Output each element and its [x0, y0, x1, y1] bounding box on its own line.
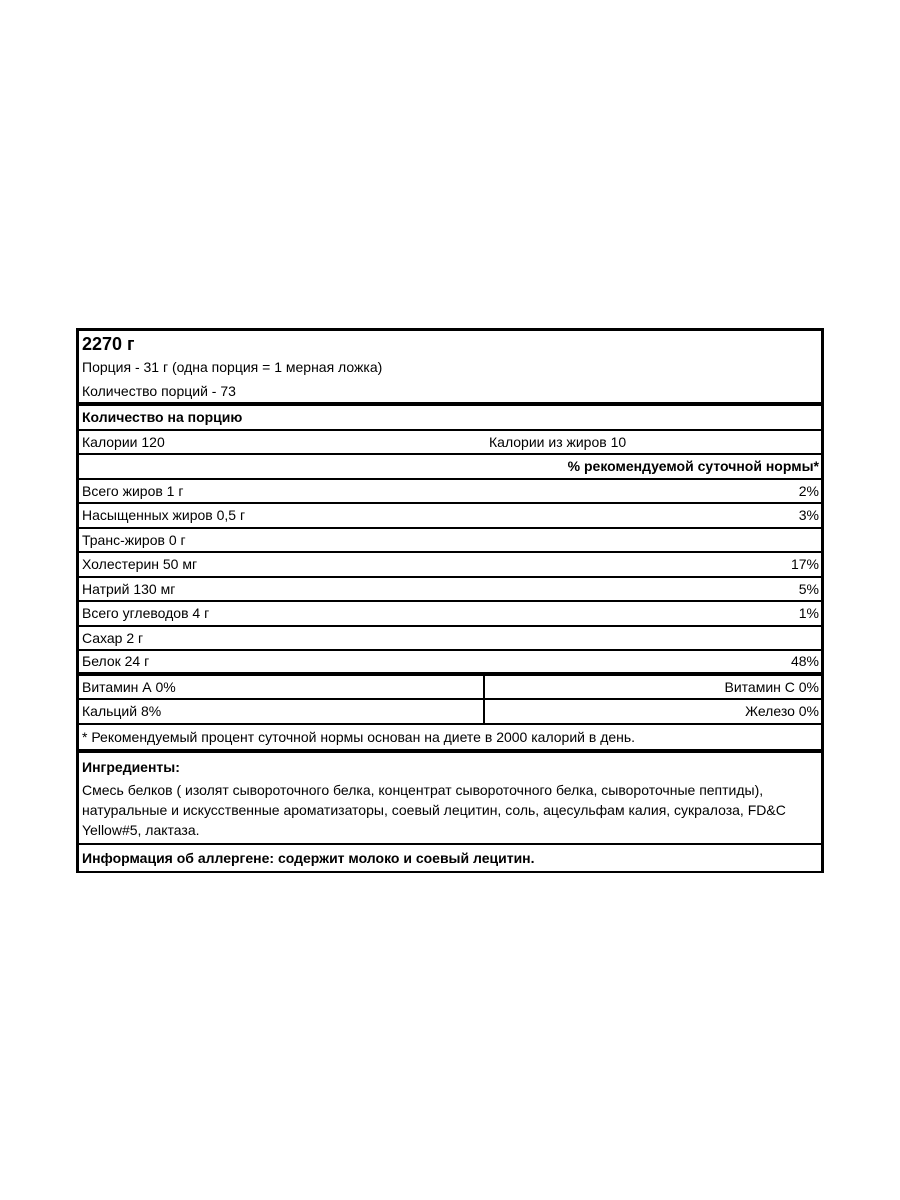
footnote-row: [79, 725, 821, 753]
nutrient-row: [79, 553, 821, 578]
ingredients-title: Ингредиенты:: [82, 758, 180, 775]
nutrient-daily-value: 2%: [798, 482, 819, 499]
vitamin-left: Витамин А 0%: [79, 676, 485, 699]
nutrient-name: Всего жиров 1 г: [82, 482, 184, 499]
amount-per-serving-label: Количество на порцию: [82, 409, 243, 426]
vitamin-right: Железо 0%: [745, 703, 819, 720]
nutrient-daily-value: 17%: [790, 556, 819, 573]
nutrient-daily-value: 5%: [798, 580, 819, 597]
amount-per-serving-row: [79, 406, 821, 431]
serving-size: Порция - 31 г (одна порция = 1 мерная ложка): [82, 359, 383, 375]
calories-value: Калории 120: [82, 433, 165, 450]
nutrient-row: [79, 480, 821, 505]
ingredients-section: [79, 753, 821, 845]
calories-row: [79, 431, 821, 456]
ingredients-text: Смесь белков ( изолят сывороточного белка, концентрат сывороточного белка, сывороточные пептиды), натуральные и искусственные ароматизаторы, соевый лецитин, соль, ацесульфам калия, сукралоза, FD&C Yellow#5, лактаза.: [82, 781, 786, 838]
nutrient-row: [79, 529, 821, 554]
nutrient-row: [79, 627, 821, 652]
label-header: [79, 331, 821, 406]
nutrient-name: Белок 24 г: [82, 653, 150, 670]
nutrient-daily-value: 3%: [798, 507, 819, 524]
nutrient-name: Насыщенных жиров 0,5 г: [82, 507, 246, 524]
nutrient-name: Сахар 2 г: [82, 629, 144, 646]
footnote: * Рекомендуемый процент суточной нормы основан на диете в 2000 калорий в день.: [82, 728, 636, 745]
daily-value-header: % рекомендуемой суточной нормы*: [567, 458, 819, 475]
nutrient-row: [79, 602, 821, 627]
nutrient-row: [79, 651, 821, 676]
calories-from-fat: Калории из жиров 10: [489, 433, 627, 450]
servings-count: Количество порций - 73: [82, 383, 236, 399]
nutrition-facts-table: [76, 328, 824, 873]
nutrient-daily-value: 1%: [798, 605, 819, 622]
package-weight: 2270 г: [82, 334, 135, 354]
allergen-row: [79, 845, 821, 871]
nutrient-row: [79, 504, 821, 529]
nutrient-daily-value: 48%: [790, 653, 819, 670]
daily-value-header-row: [79, 455, 821, 480]
nutrient-row: [79, 578, 821, 603]
nutrient-name: Транс-жиров 0 г: [82, 531, 186, 548]
vitamin-right: Витамин С 0%: [724, 678, 819, 695]
vitamin-left: Кальций 8%: [79, 700, 485, 723]
nutrient-name: Всего углеводов 4 г: [82, 605, 210, 622]
nutrient-name: Холестерин 50 мг: [82, 556, 198, 573]
vitamin-row: [79, 676, 821, 701]
nutrient-name: Натрий 130 мг: [82, 580, 176, 597]
allergen-info: Информация об аллергене: содержит молоко и соевый лецитин.: [82, 849, 535, 866]
vitamin-row: [79, 700, 821, 725]
